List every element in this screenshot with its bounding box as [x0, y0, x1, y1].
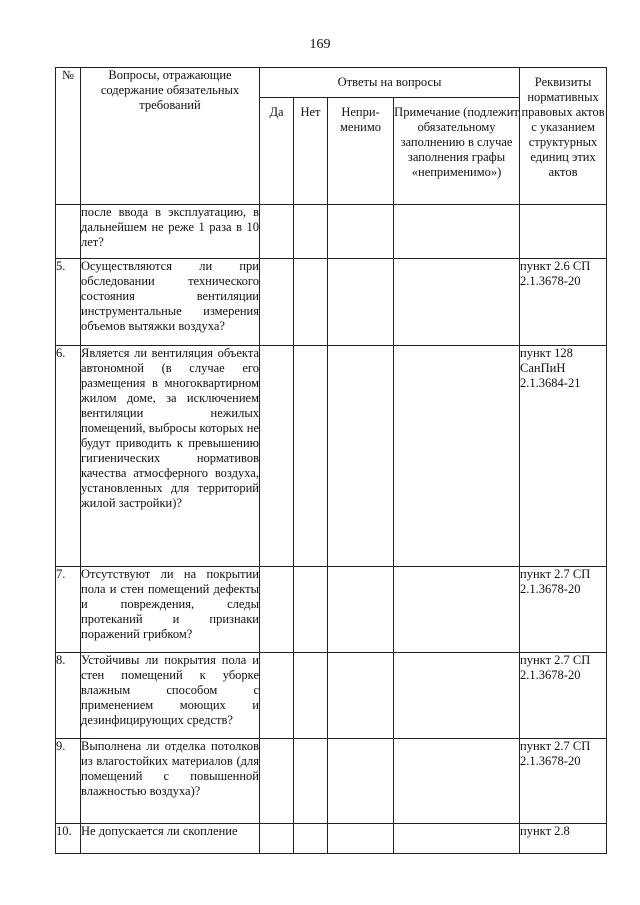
answer-not-applicable-cell[interactable]: [328, 259, 394, 346]
answer-note-cell[interactable]: [394, 653, 520, 739]
answer-note-cell[interactable]: [394, 346, 520, 567]
row-question: Устойчивы ли покрытия пола и стен помещений к уборке влажным способом с применением моющих и дезинфицирующих средств?: [81, 653, 260, 739]
row-question: Не допускается ли скопление: [81, 824, 260, 854]
answer-no-cell[interactable]: [294, 739, 328, 824]
answer-no-cell[interactable]: [294, 259, 328, 346]
row-question: Выполнена ли отделка потолков из влагостойких материалов (для помещений с повышенной влажностью воздуха)?: [81, 739, 260, 824]
header-note: Примечание (подлежит обязательному заполнению в случае заполнения графы «неприменимо»): [394, 98, 520, 205]
header-answers-group: Ответы на вопросы: [260, 68, 520, 98]
answer-yes-cell[interactable]: [260, 346, 294, 567]
header-questions: Вопросы, отражающие содержание обязательных требований: [81, 68, 260, 205]
header-not-applicable: Непри-менимо: [328, 98, 394, 205]
checklist-table: [55, 67, 607, 854]
answer-note-cell[interactable]: [394, 259, 520, 346]
page-number: 169: [309, 37, 331, 52]
answer-not-applicable-cell[interactable]: [328, 205, 394, 259]
answer-not-applicable-cell[interactable]: [328, 346, 394, 567]
row-requisite: пункт 2.7 СП 2.1.3678-20: [520, 653, 607, 739]
row-num: 10.: [56, 824, 81, 854]
answer-not-applicable-cell[interactable]: [328, 739, 394, 824]
answer-not-applicable-cell[interactable]: [328, 653, 394, 739]
answer-yes-cell[interactable]: [260, 653, 294, 739]
row-requisite: пункт 2.6 СП 2.1.3678-20: [520, 259, 607, 346]
answer-not-applicable-cell[interactable]: [328, 824, 394, 854]
answer-yes-cell[interactable]: [260, 567, 294, 653]
table-row: [56, 739, 607, 824]
table-row: [56, 567, 607, 653]
row-requisite: пункт 2.7 СП 2.1.3678-20: [520, 739, 607, 824]
row-num: 6.: [56, 346, 81, 567]
row-requisite: [520, 205, 607, 259]
answer-note-cell[interactable]: [394, 567, 520, 653]
answer-no-cell[interactable]: [294, 824, 328, 854]
row-requisite: пункт 2.8: [520, 824, 607, 854]
answer-yes-cell[interactable]: [260, 259, 294, 346]
header-num: №: [56, 68, 81, 205]
row-question: после ввода в эксплуатацию, в дальнейшем не реже 1 раза в 10 лет?: [81, 205, 260, 259]
row-num: [56, 205, 81, 259]
row-requisite: пункт 2.7 СП 2.1.3678-20: [520, 567, 607, 653]
row-num: 9.: [56, 739, 81, 824]
row-num: 5.: [56, 259, 81, 346]
answer-note-cell[interactable]: [394, 205, 520, 259]
answer-no-cell[interactable]: [294, 205, 328, 259]
row-question: Отсутствуют ли на покрытии пола и стен помещений дефекты и повреждения, следы протеканий и признаки поражений грибком?: [81, 567, 260, 653]
table-row: [56, 653, 607, 739]
table-row: [56, 259, 607, 346]
row-num: 8.: [56, 653, 81, 739]
row-requisite: пункт 128 СанПиН 2.1.3684-21: [520, 346, 607, 567]
table-row: [56, 824, 607, 854]
answer-no-cell[interactable]: [294, 567, 328, 653]
answer-note-cell[interactable]: [394, 739, 520, 824]
header-yes: Да: [260, 98, 294, 205]
answer-yes-cell[interactable]: [260, 205, 294, 259]
answer-yes-cell[interactable]: [260, 824, 294, 854]
table-row: [56, 205, 607, 259]
answer-note-cell[interactable]: [394, 824, 520, 854]
answer-yes-cell[interactable]: [260, 739, 294, 824]
answer-no-cell[interactable]: [294, 653, 328, 739]
row-question: Осуществляются ли при обследовании технического состояния вентиляции инструментальные измерения объемов вытяжки воздуха?: [81, 259, 260, 346]
header-no: Нет: [294, 98, 328, 205]
answer-not-applicable-cell[interactable]: [328, 567, 394, 653]
header-requisites: Реквизиты нормативных правовых актов с указанием структурных единиц этих актов: [520, 68, 607, 205]
answer-no-cell[interactable]: [294, 346, 328, 567]
table-row: [56, 346, 607, 567]
row-question: Является ли вентиляция объекта автономной (в случае его размещения в многоквартирном жилом доме, за исключением вентиляции нежилых помещений, выбросы которых не будут приводить к превышению гигиенических нормативов качества атмосферного воздуха, установленных для территорий жилой застройки)?: [81, 346, 260, 567]
row-num: 7.: [56, 567, 81, 653]
